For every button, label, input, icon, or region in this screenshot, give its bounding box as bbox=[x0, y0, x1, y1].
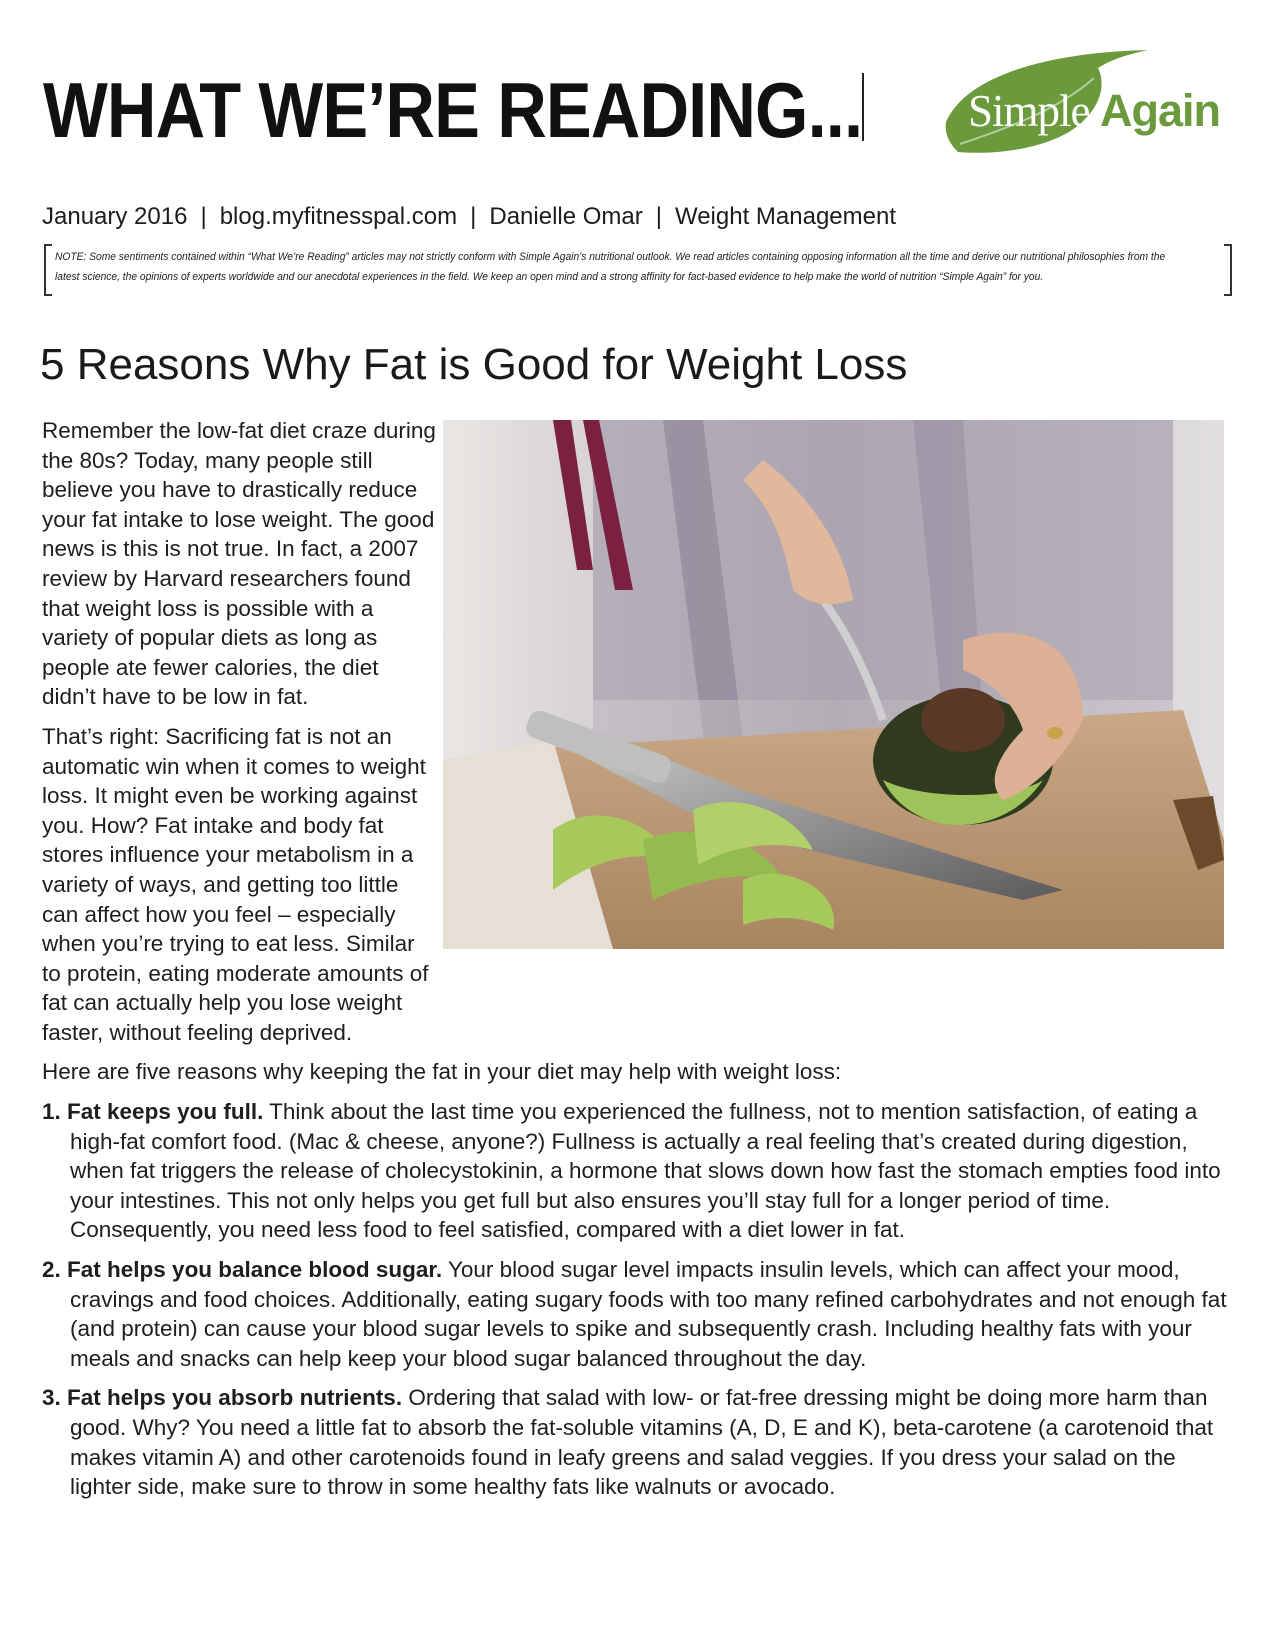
reason-title: Fat keeps you full. bbox=[67, 1099, 264, 1125]
reason-text: Your blood sugar level impacts insulin levels, which can affect your mood, cravings and food choices. Additionally, eating sugary foods with too many refined carbohydrates and not enough fat (and protein) can cause your blood sugar levels to spike and subsequently crash. Including healthy fats with your meals and snacks can help keep your blood sugar balanced throughout the day. bbox=[70, 1257, 1227, 1371]
reason-title: Fat helps you absorb nutrients. bbox=[67, 1385, 403, 1411]
list-item bbox=[42, 1383, 1237, 1501]
reason-number: 1. bbox=[42, 1099, 61, 1125]
reason-lead bbox=[42, 1099, 263, 1124]
intro-paragraph: Remember the low-fat diet craze during the 80s? Today, many people still believe you have to drastically reduce your fat intake to lose weight. The good news is this is not true. In fact, a 2007 review by Harvard researchers found that weight loss is possible with a variety of popular diets as long as people ate fewer calories, the diet didn’t have to be low in fat. bbox=[42, 418, 436, 710]
list-item bbox=[42, 1255, 1237, 1373]
reason-lead bbox=[42, 1385, 402, 1410]
meta-category: Weight Management bbox=[674, 203, 896, 230]
list-intro-paragraph: Here are five reasons why keeping the fat in your diet may help with weight loss: bbox=[42, 1059, 842, 1085]
reason-lead bbox=[42, 1257, 442, 1282]
meta-separator: | bbox=[655, 203, 662, 230]
meta-separator: | bbox=[470, 203, 477, 230]
meta-author: Danielle Omar bbox=[489, 203, 643, 230]
meta-separator: | bbox=[200, 203, 207, 230]
article-body bbox=[42, 416, 1237, 1512]
disclaimer-text: NOTE: Some sentiments contained within “What We’re Reading” articles may not strictly conform with Simple Again’s nutritional outlook. We read articles containing opposing information all the time and derive our nutritional philosophies from the latest science, the opinions of experts worldwide and our anecdotal experiences in the field. We keep an open mind and a strong affinity for fact-based evidence to help make the world of nutrition “Simple Again” for you. bbox=[55, 251, 1166, 283]
reason-text: Ordering that salad with low- or fat-free dressing might be doing more harm than good. Why? You need a little fat to absorb the fat-soluble vitamins (A, D, E and K), beta-carotene (a carotenoid that makes vitamin A) and other carotenoids found in leafy greens and salad veggies. If you dress your salad on the lighter side, make sure to throw in some healthy fats like walnuts or avocado. bbox=[70, 1385, 1214, 1500]
reason-number: 3. bbox=[42, 1385, 61, 1411]
meta-date: January 2016 bbox=[42, 203, 188, 230]
article-meta bbox=[42, 200, 896, 234]
reasons-list bbox=[42, 1097, 1237, 1502]
article-headline: 5 Reasons Why Fat is Good for Weight Loss bbox=[40, 340, 908, 390]
logo-word-simple: Simple bbox=[968, 86, 1090, 136]
body-paragraph: That’s right: Sacrificing fat is not an automatic win when it comes to weight loss. It might even be working against you. How? Fat intake and body fat stores influence your metabolism in a variety of ways, and getting too little can affect how you feel – especially when you’re trying to eat less. Similar to protein, eating moderate amounts of fat can actually help you lose weight faster, without feeling deprived. bbox=[42, 723, 429, 1045]
logo-word-again: Again bbox=[1100, 85, 1221, 136]
masthead-title: WHAT WE’RE READING... bbox=[43, 66, 863, 154]
bracket-left bbox=[44, 244, 52, 296]
bracket-right bbox=[1224, 244, 1232, 296]
list-item bbox=[42, 1097, 1237, 1245]
reason-number: 2. bbox=[42, 1257, 61, 1283]
reason-title: Fat helps you balance blood sugar. bbox=[67, 1257, 443, 1283]
reason-text: Think about the last time you experienced the fullness, not to mention satisfaction, of eating a high-fat comfort food. (Mac & cheese, anyone?) Fullness is actually a real feeling that’s created during digestion, when fat triggers the release of cholecystokinin, a hormone that slows down how fast the stomach empties food into your intestines. This not only helps you get full but also ensures you’ll stay full for a longer period of time. Consequently, you need less food to feel satisfied, compared with a diet lower in fat. bbox=[70, 1099, 1221, 1243]
image-wrap-spacer bbox=[437, 416, 1237, 991]
disclaimer-note bbox=[44, 244, 1232, 294]
meta-source: blog.myfitnesspal.com bbox=[219, 203, 458, 230]
simple-again-logo bbox=[938, 44, 1238, 174]
masthead-divider bbox=[862, 73, 864, 141]
